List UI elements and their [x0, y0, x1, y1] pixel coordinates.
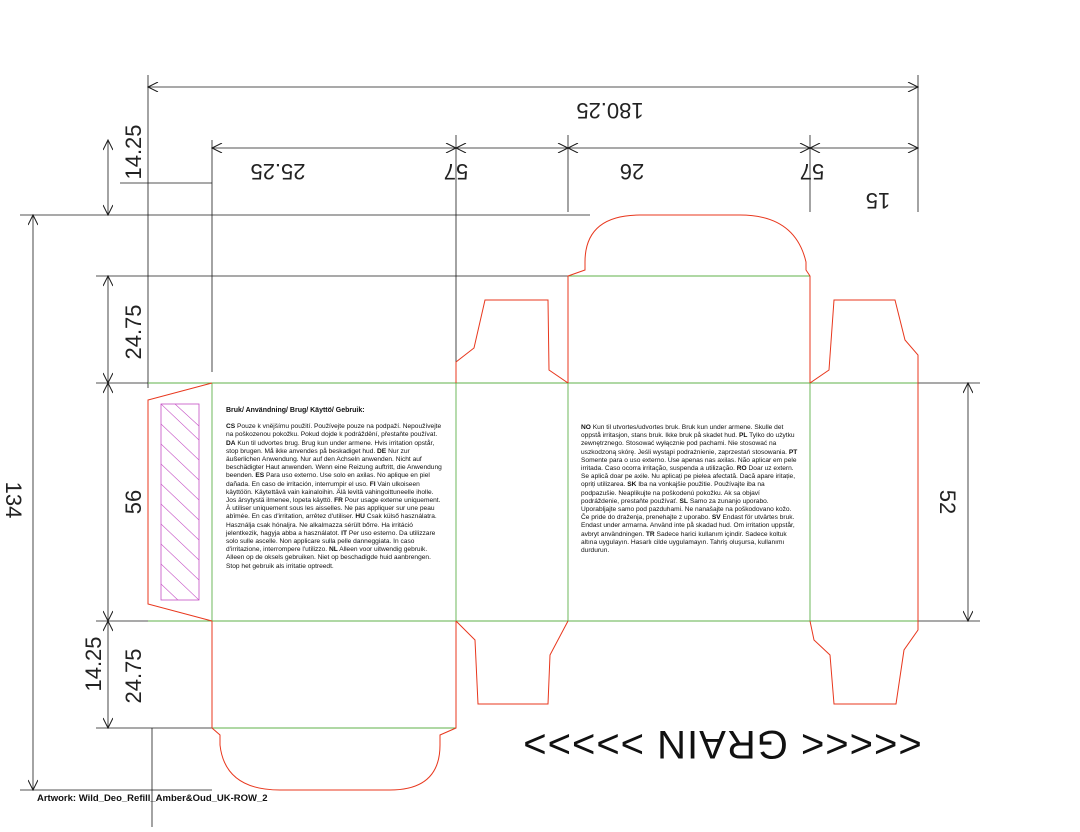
- dim-15: 15: [865, 188, 891, 213]
- usage-panel-left: [226, 407, 444, 578]
- dim-52: 52: [935, 489, 960, 515]
- dim-24-75-bottom: 24.75: [121, 648, 146, 704]
- dim-56: 56: [121, 489, 146, 515]
- dim-25-25: 25.25: [250, 159, 306, 184]
- grain-label: <<<<< GRAIN >>>>>: [522, 722, 922, 766]
- dimension-labels: [1, 98, 960, 704]
- usage-panel-right: [581, 424, 799, 562]
- dim-24-75-top: 24.75: [121, 304, 146, 360]
- usage-text-right: NO Kun til utvortes/udvortes bruk. Bruk kun under armene. Skulle det oppstå irritasjon, stans bruk. Ikke bruk på skadet hud. PL Tylko do użytku zewnętrznego. Stosować wyłącznie pod pachami. Nie stosować na uszkodzoną skórę. Jeśli wystąpi podrażnienie, zaprzestań stosowania. PT Somente para o uso externo. Use apenas nas axilas. Não aplicar em pele irritada. Caso ocorra irritação, suspenda a utilização. RO Doar uz extern. Se aplică doar pe axile. Nu aplicați pe pielea afectată. Dacă apare iritație, opriți utilizarea. SK Iba na vonkajšie použitie. Používajte iba na podpazušie. Neaplikujte na poškodenú pokožku. Ak sa objaví podráždenie, prestaňte používať. SL Samo za zunanjo uporabo. Uporabljajte samo pod pazduhami. Ne nanašajte na poškodovano kožo. Če pride do draženja, prenehajte z uporabo. SV Endast för utvärtes bruk. Endast under armarna. Använd inte på skadad hud. Om irritation uppstår, avbryt användningen. TR Sadece harici kullanım içindir. Sadece koltuk altına uygulayın. Hasarlı cilde uygulamayın. Tahriş oluşursa, kullanımı durdurun.: [581, 424, 798, 555]
- dim-134: 134: [1, 481, 26, 519]
- usage-title: Bruk/ Användning/ Brug/ Käyttö/ Gebruik:: [226, 407, 365, 414]
- dim-57-left: 57: [443, 159, 469, 184]
- dim-14-25-bottom: 14.25: [81, 636, 106, 692]
- dim-overall-width: 180.25: [576, 98, 644, 123]
- artwork-label: Artwork: Wild_Deo_Refill_Amber&Oud_UK-ROW_2: [37, 793, 268, 804]
- dim-57-right: 57: [799, 159, 825, 184]
- dim-14-25-top: 14.25: [121, 124, 146, 180]
- glue-area: [161, 404, 199, 620]
- dim-26: 26: [619, 159, 645, 184]
- dimension-lines: [20, 75, 980, 827]
- usage-text-left: CS Pouze k vnějšímu použití. Používejte pouze na podpaží. Nepoužívejte na poškozenou pokožku. Pokud dojde k podráždění, přestaňte používat. DA Kun til udvortes brug. Brug kun under armene. Hvis irritation opstår, stop brugen. Må ikke anvendes på beskadiget hud. DE Nur zur äußerlichen Anwendung. Nur auf den Achseln anwenden. Nicht auf beschädigter Haut anwenden. Wenn eine Reizung auftritt, die Anwendung beenden. ES Para uso externo. Use solo en axilas. No aplique en piel dañada. En caso de irritación, interrumpir el uso. FI Vain ulkoiseen käyttöön. Käytettävä vain kainaloihin. Älä levitä vahingoittuneelle iholle. Jos ärsytystä ilmenee, lopeta käyttö. FR Pour usage externe uniquement. À utiliser uniquement sous les aisselles. Ne pas appliquer sur une peau abîmée. En cas d'irritation, arrêtez d'utiliser. HU Csak külső használatra. Használja csak hónaljra. Ne alkalmazza sérült bőrre. Ha irritáció jelentkezik, hagyja abba a használatot. IT Per uso esterno. Da utilizzare solo sulle ascelle. Non applicare sulla pelle danneggiata. In caso d'irritazione, interrompere l'utilizzo. NL Alleen voor uitwendig gebruik. Alleen op de oksels gebruiken. Niet op beschadigde huid aanbrengen. Stop het gebruik als irritatie optreedt.: [226, 423, 442, 570]
